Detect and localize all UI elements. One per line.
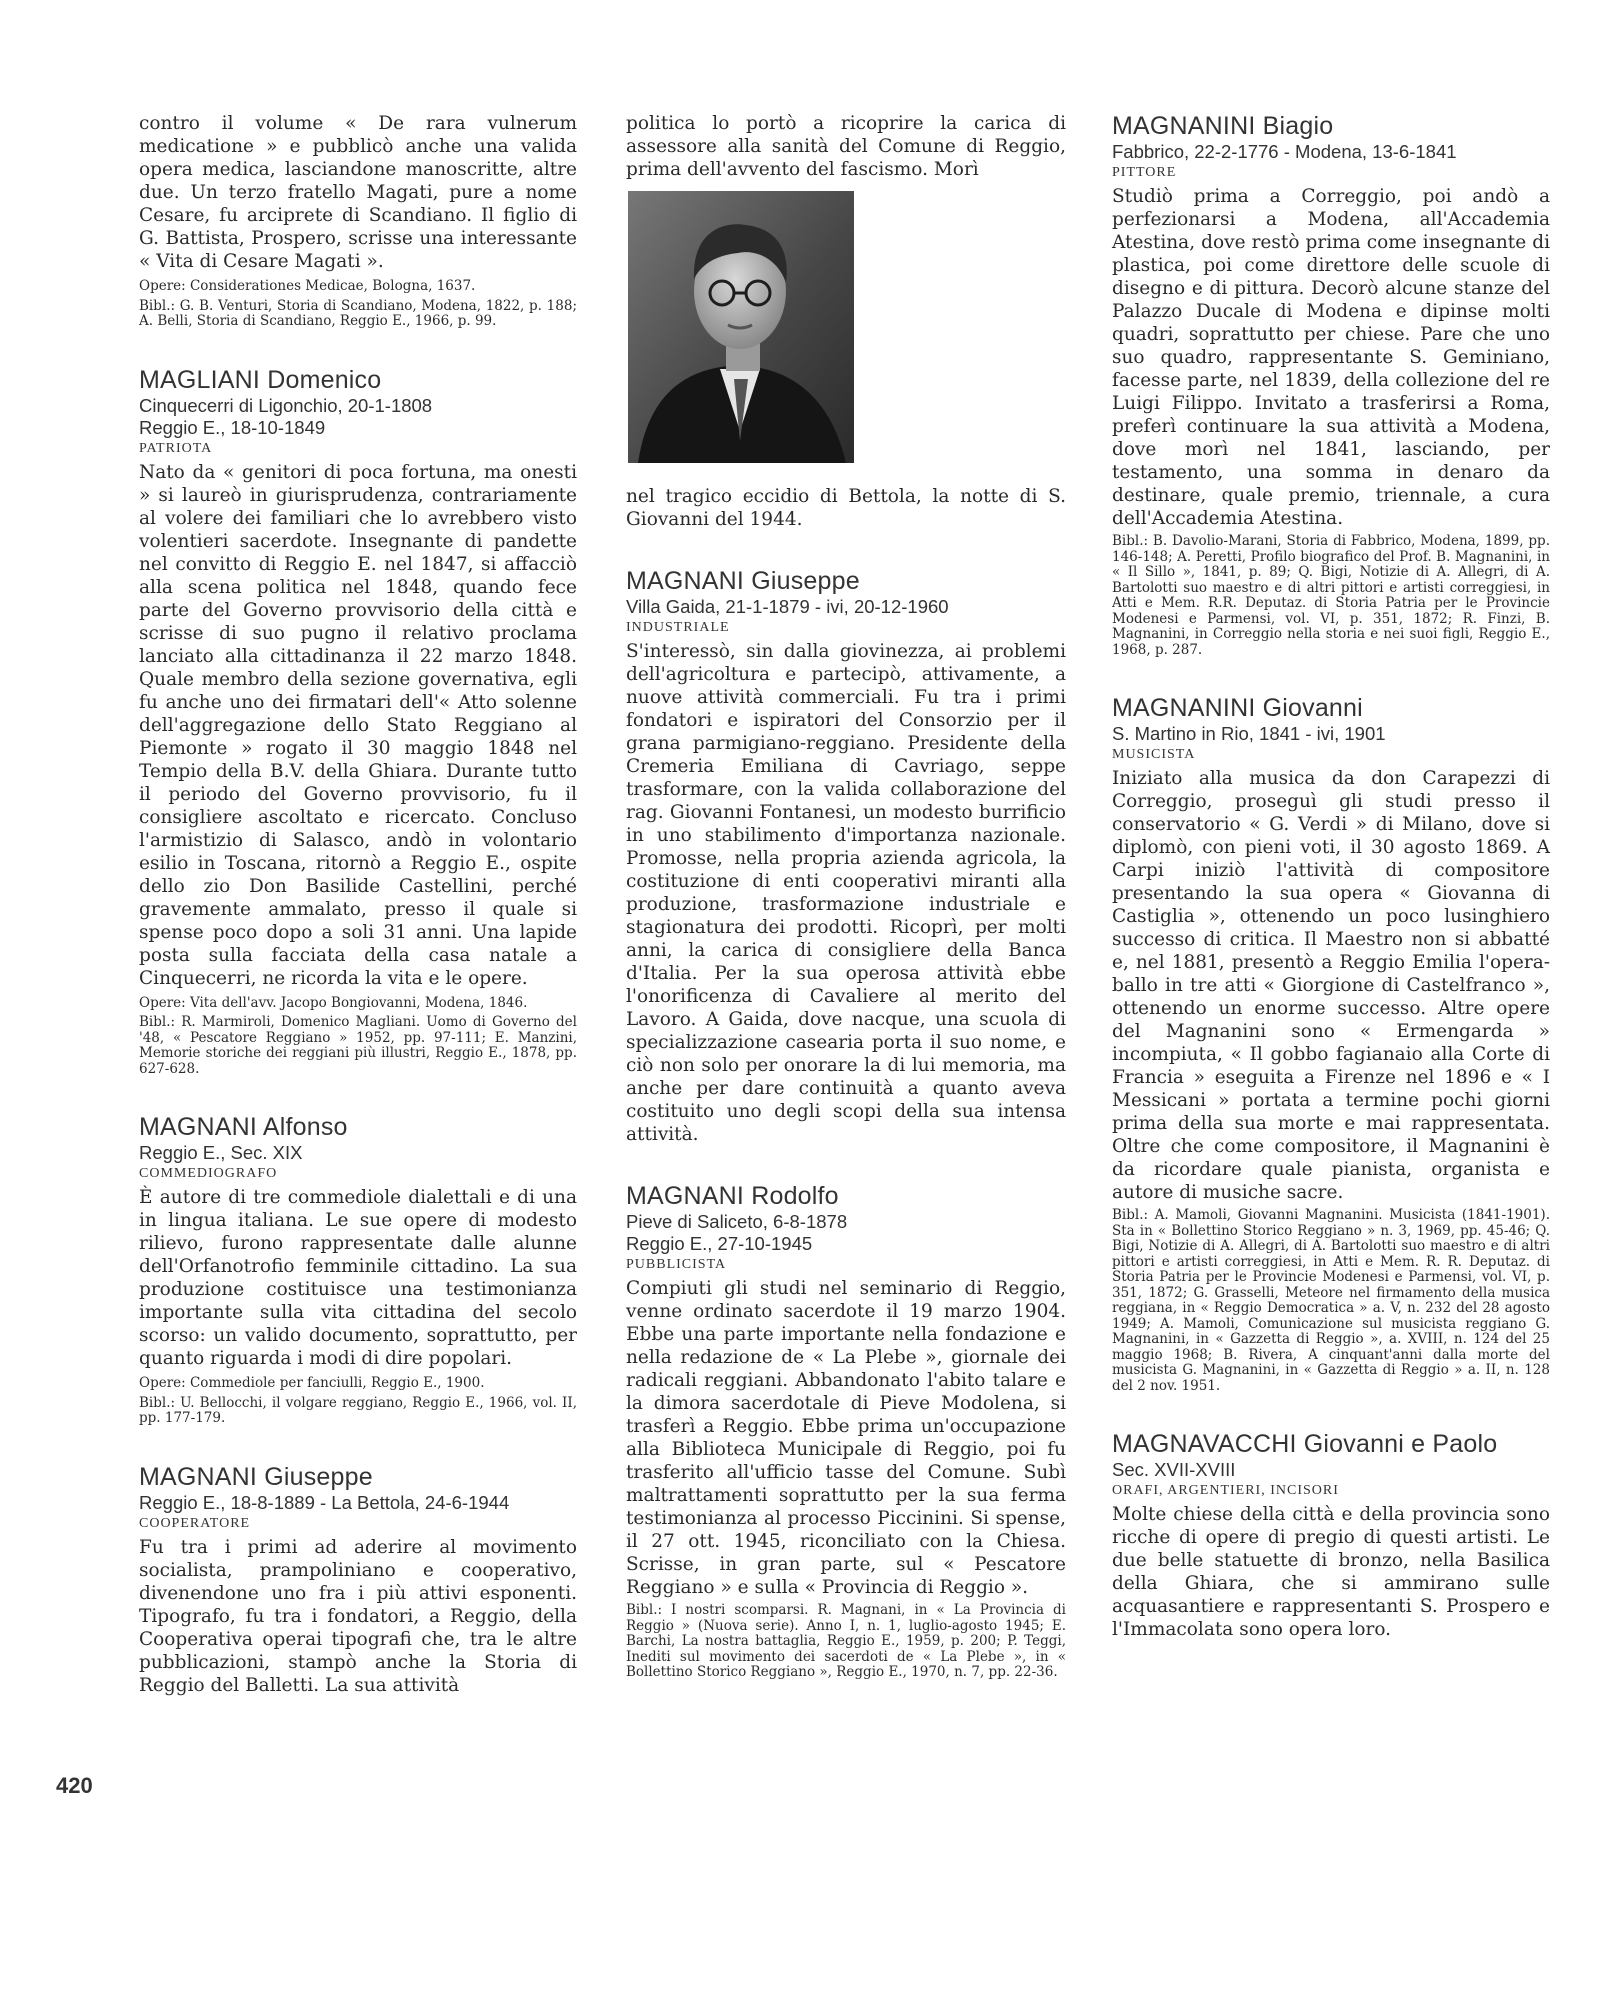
entry-place-1: Cinquecerri di Ligonchio, 20-1-1808 [139,394,433,416]
entry-place-2: Reggio E., 18-10-1849 [139,416,326,438]
entry-name: MAGNANI Alfonso [139,1113,348,1141]
entry-name: MAGLIANI Domenico [139,365,382,394]
entry-text: S'interessò, sin dalla giovinezza, ai problemi dell'agricoltura e partecipò, attivamente, a nuove attività commerciali. Fu tra i primi fondatori e ispiratori del Consorzio per il grana parmigiano-reggiano. Presidente della Cremeria Emiliana di Cavriago, seppe trasformare, con la valida collaborazione del rag. Giovanni Fontanesi, un modesto burrificio in uno stabilimento d'importanza nazionale. Promosse, nella propria azienda agricola, la costituzione di enti cooperativi miranti alla produzione, trasformazione industriale e stagionatura dei prodotti. Ricoprì, per molti anni, la carica di consigliere della Banca d'Italia. Per la sua operosa attività ebbe l'onorificenza di Cavaliere al merito del Lavoro. A Gaida, dove nacque, una scuola di specializzazione casearia porta il suo nome, e ciò non solo per onorare la di lui memoria, ma anche per dare continuità a quanto aveva costituito uno degli scopi della sua intensa attività. [626,641,1066,1145]
entry-text: È autore di tre commediole dialettali e di una in lingua italiana. Le sue opere di modesto rilievo, furono rappresentate dalle alunne dell'Orfanotrofio femminile cittadino. La sua produzione costituisce una testimonianza importante sulla vita cittadina del secolo scorso: un valido documento, soprattutto, per quanto riguarda i modi di dire popolari. [139,1187,577,1369]
entry-name: MAGNANI Rodolfo [626,1182,839,1210]
entry-name: MAGNAVACCHI Giovanni e Paolo [1112,1430,1498,1458]
entry-magliani-domenico [139,366,577,1078]
entry-magnani-giuseppe-industriale [626,567,1066,1146]
page-number: 420 [56,1773,93,1798]
entry-place-2: Reggio E., 27-10-1945 [626,1233,813,1254]
entry-role: ORAFI, ARGENTIERI, INCISORI [1112,1483,1339,1498]
column-left [139,112,577,1697]
intro-opere: Opere: Considerationes Medicae, Bologna, 1637. [139,278,476,294]
entry-text: Compiuti gli studi nel seminario di Reggio, venne ordinato sacerdote il 19 marzo 1904. Ebbe una parte importante nella fondazione e nella redazione de « La Plebe », giornale dei radicali reggiani. Abbandonato l'abito talare e la dimora sacerdotale di Pieve Modolena, si trasferì a Reggio. Ebbe prima un'occupazione alla Biblioteca Municipale di Reggio, poi fu trasferito all'ufficio tasse del Comune. Subì maltrattamenti soprattutto per la sua ferma testimonianza al processo Piccinini. Si spense, il 27 ott. 1945, riconciliato con la Chiesa. Scrisse, in gran parte, sul « Pescatore Reggiano » e sulla « Provincia di Reggio ». [626,1278,1066,1598]
column-right [1112,112,1550,1641]
entry-bibl: Bibl.: R. Marmiroli, Domenico Magliani. Uomo di Governo del '48, « Pescatore Reggiano » 1952, pp. 97-111; E. Manzini, Memorie storiche dei reggiani più illustri, Reggio E., 1878, pp. 627-628. [139,1014,577,1077]
entry-role: INDUSTRIALE [626,620,730,635]
entry-magnani-giuseppe-cooperatore [139,1463,577,1697]
entry-role: COOPERATORE [139,1515,251,1531]
entry-role: COMMEDIOGRAFO [139,1166,278,1181]
entry-bibl: Bibl.: A. Mamoli, Giovanni Magnanini. Musicista (1841-1901). Sta in « Bollettino Storico Reggiano » n. 3, 1969, pp. 45-46; Q. Bigi, Notizie di A. Allegri, di A. Bartolotti suo maestro e di altri pittori e artisti correggiesi, in Atti e Mem. R. R. Deputaz. di Storia Patria per le Provincie Modenesi e Parmensi, vol. VI, p. 351, 1872; G. Grasselli, Meteore nel firmamento della musica reggiana, in « Reggio Democratica » a. V, n. 232 del 28 agosto 1949; A. Mamoli, Comunicazione sul musicista reggiano G. Magnanini, in « Gazzetta di Reggio », a. XVIII, n. 124 del 25 maggio 1968; B. Rivera, A cinquant'anni dalla morte del musicista G. Magnanini, in « Gazzetta di Reggio » a. II, n. 128 del 2 nov. 1951. [1112,1207,1550,1394]
entry-continuation-after-photo: nel tragico eccidio di Bettola, la notte di S. Giovanni del 1944. [626,486,1066,530]
entry-magnavacchi [1112,1430,1550,1641]
entry-opere: Opere: Vita dell'avv. Jacopo Bongiovanni, Modena, 1846. [139,994,528,1011]
entry-opere: Opere: Commediole per fanciulli, Reggio E., 1900. [139,1375,485,1391]
entry-role: PITTORE [1112,165,1177,180]
entry-place-1: Fabbrico, 22-2-1776 - Modena, 13-6-1841 [1112,141,1457,162]
entry-name: MAGNANI Giuseppe [626,567,860,595]
entry-magnani-rodolfo [626,1182,1066,1681]
entry-role: PATRIOTA [139,440,213,456]
intro-bibl: Bibl.: G. B. Venturi, Storia di Scandiano, Modena, 1822, p. 188; A. Belli, Storia di Scandiano, Reggio E., 1966, p. 99. [139,297,577,329]
entry-name: MAGNANINI Biagio [1112,112,1334,140]
entry-place-1: Reggio E., Sec. XIX [139,1142,303,1163]
column-middle [626,112,1066,1681]
entry-magnanini-biagio [1112,112,1550,658]
entry-bibl: Bibl.: U. Bellocchi, il volgare reggiano, Reggio E., 1966, vol. II, pp. 177-179. [139,1394,577,1426]
entry-place-1: Villa Gaida, 21-1-1879 - ivi, 20-12-1960 [626,596,949,617]
entry-text: Fu tra i primi ad aderire al movimento socialista, prampoliniano e cooperativo, divenendone uno fra i più attivi esponenti. Tipografo, fu tra i fondatori, a Reggio, della Cooperativa operai tipografi che, tra le altre pubblicazioni, stampò anche la Storia di Reggio del Balletti. La sua attività [139,1536,577,1696]
entry-continuation-text: politica lo portò a ricoprire la carica di assessore alla sanità del Comune di Reggio, prima dell'avvento del fascismo. Morì [626,113,1066,180]
entry-place-1: Pieve di Saliceto, 6-8-1878 [626,1211,848,1232]
entry-role: MUSICISTA [1112,747,1196,762]
entry-text: Nato da « genitori di poca fortuna, ma onesti » si laureò in giurisprudenza, contrariamente al volere dei familiari che lo avrebbero visto volentieri sacerdote. Insegnante di pandette nel convitto di Reggio E. nel 1847, si affacciò alla scena politica nel 1848, quando fece parte del Governo provvisorio della città e scrisse di suo pugno il relativo proclama lanciato alla cittadinanza il 22 marzo 1848. Quale membro della sezione governativa, egli fu anche uno dei firmatari dell'« Atto solenne dell'aggregazione dello Stato Reggiano al Piemonte » rogato il 30 maggio 1848 nel Tempio della B.V. della Ghiara. Durante tutto il periodo del Governo provvisorio, fu il consigliere ascoltato e ricercato. Concluso l'armistizio di Salasco, andò in volontario esilio in Toscana, ritornò a Reggio E., ospite dello zio Don Basilide Castellini, perché gravemente ammalato, presso il quale si spense poco dopo a soli 31 anni. Una lapide posta sulla facciata della casa natale a Cinquecerri, ne ricorda la vita e le opere. [139,461,577,989]
intro-continuation-text: contro il volume « De rara vulnerum medicatione » e pubblicò anche una valida opera medica, lasciandone manoscritte, altre due. Un terzo fratello Magati, pure a nome Cesare, fu arciprete di Scandiano. Il figlio di G. Battista, Prospero, scrisse una interessante « Vita di Cesare Magati ». [139,113,577,272]
entry-place-1: Sec. XVII-XVIII [1112,1459,1236,1480]
entry-role: PUBBLICISTA [626,1257,727,1272]
entry-text: Molte chiese della città e della provincia sono ricche di opere di pregio di questi artisti. Le due belle statuette di bronzo, nella Basilica della Ghiara, che si ammirano sulle acquasantiere e rappresentanti S. Prospero e l'Immacolata sono opera loro. [1112,1504,1550,1640]
portrait-image [628,191,854,463]
entry-place-1: Reggio E., 18-8-1889 - La Bettola, 24-6-1944 [139,1491,510,1513]
entry-text: Studiò prima a Correggio, poi andò a perfezionarsi a Modena, all'Accademia Atestina, dove restò prima come insegnante di plastica, poi come direttore delle scuole di disegno e di pittura. Decorò alcune stanze del Palazzo Ducale di Modena e dipinse molti quadri, soprattutto per chiese. Pare che uno suo quadro, rappresentante S. Geminiano, facesse parte, nel 1839, della collezione del re Luigi Filippo. Invitato a trasferirsi a Roma, preferì continuare la sua attività a Modena, dove morì nel 1841, lasciando, per testamento, una somma in denaro da destinare, quale premio, triennale, a cura dell'Accademia Atestina. [1112,186,1550,529]
portrait-photo [628,191,854,463]
entry-name: MAGNANINI Giovanni [1112,694,1363,722]
entry-place-1: S. Martino in Rio, 1841 - ivi, 1901 [1112,723,1386,744]
entry-bibl: Bibl.: B. Davolio-Marani, Storia di Fabbrico, Modena, 1899, pp. 146-148; A. Peretti, Profilo biografico del Prof. B. Magnanini, in « Il Sillo », 1841, p. 89; Q. Bigi, Notizie di A. Allegri, di A. Bartolotti suo maestro e di altri pittori e artisti correggiesi, in Atti e Mem. R.R. Deputaz. di Storia Patria per le Provincie Modenesi e Parmensi, vol. VI, p. 351, 1872; R. Finzi, B. Magnanini, in Correggio nella storia e nei suoi figli, Reggio E., 1968, p. 287. [1112,533,1550,658]
entry-bibl: Bibl.: I nostri scomparsi. R. Magnani, in « La Provincia di Reggio » (Nuova serie). Anno I, n. 1, luglio-agosto 1945; E. Barchi, La nostra battaglia, Reggio E., 1959, p. 200; P. Teggi, Inediti sul movimento dei sacerdoti de « La Plebe », in « Bollettino Storico Reggiano », Reggio E., 1970, n. 7, pp. 22-36. [626,1602,1066,1680]
entry-text: Iniziato alla musica da don Carapezzi di Correggio, proseguì gli studi presso il conservatorio « G. Verdi » di Milano, dove si diplomò, con pieni voti, il 30 agosto 1869. A Carpi iniziò l'attività di compositore presentando la sua opera « Giovanna di Castiglia », ottenendo un poco lusinghiero successo di critica. Il Maestro non si abbatté e, nel 1881, presentò a Reggio Emilia l'opera-ballo in tre atti « Giorgione di Castelfranco », ottenendo un enorme successo. Altre opere del Magnanini sono « Ermengarda » incompiuta, « Il gobbo fagianaio alla Corte di Francia » eseguita a Firenze nel 1896 e « I Messicani » portata a termine pochi giorni prima della sua morte e mai rappresentata. Oltre che come compositore, il Magnanini è da ricordare quale pianista, organista e autore di musiche sacre. [1112,768,1550,1203]
entry-name: MAGNANI Giuseppe [139,1462,373,1491]
entry-magnanini-giovanni [1112,694,1550,1394]
entry-magnani-alfonso [139,1113,577,1427]
